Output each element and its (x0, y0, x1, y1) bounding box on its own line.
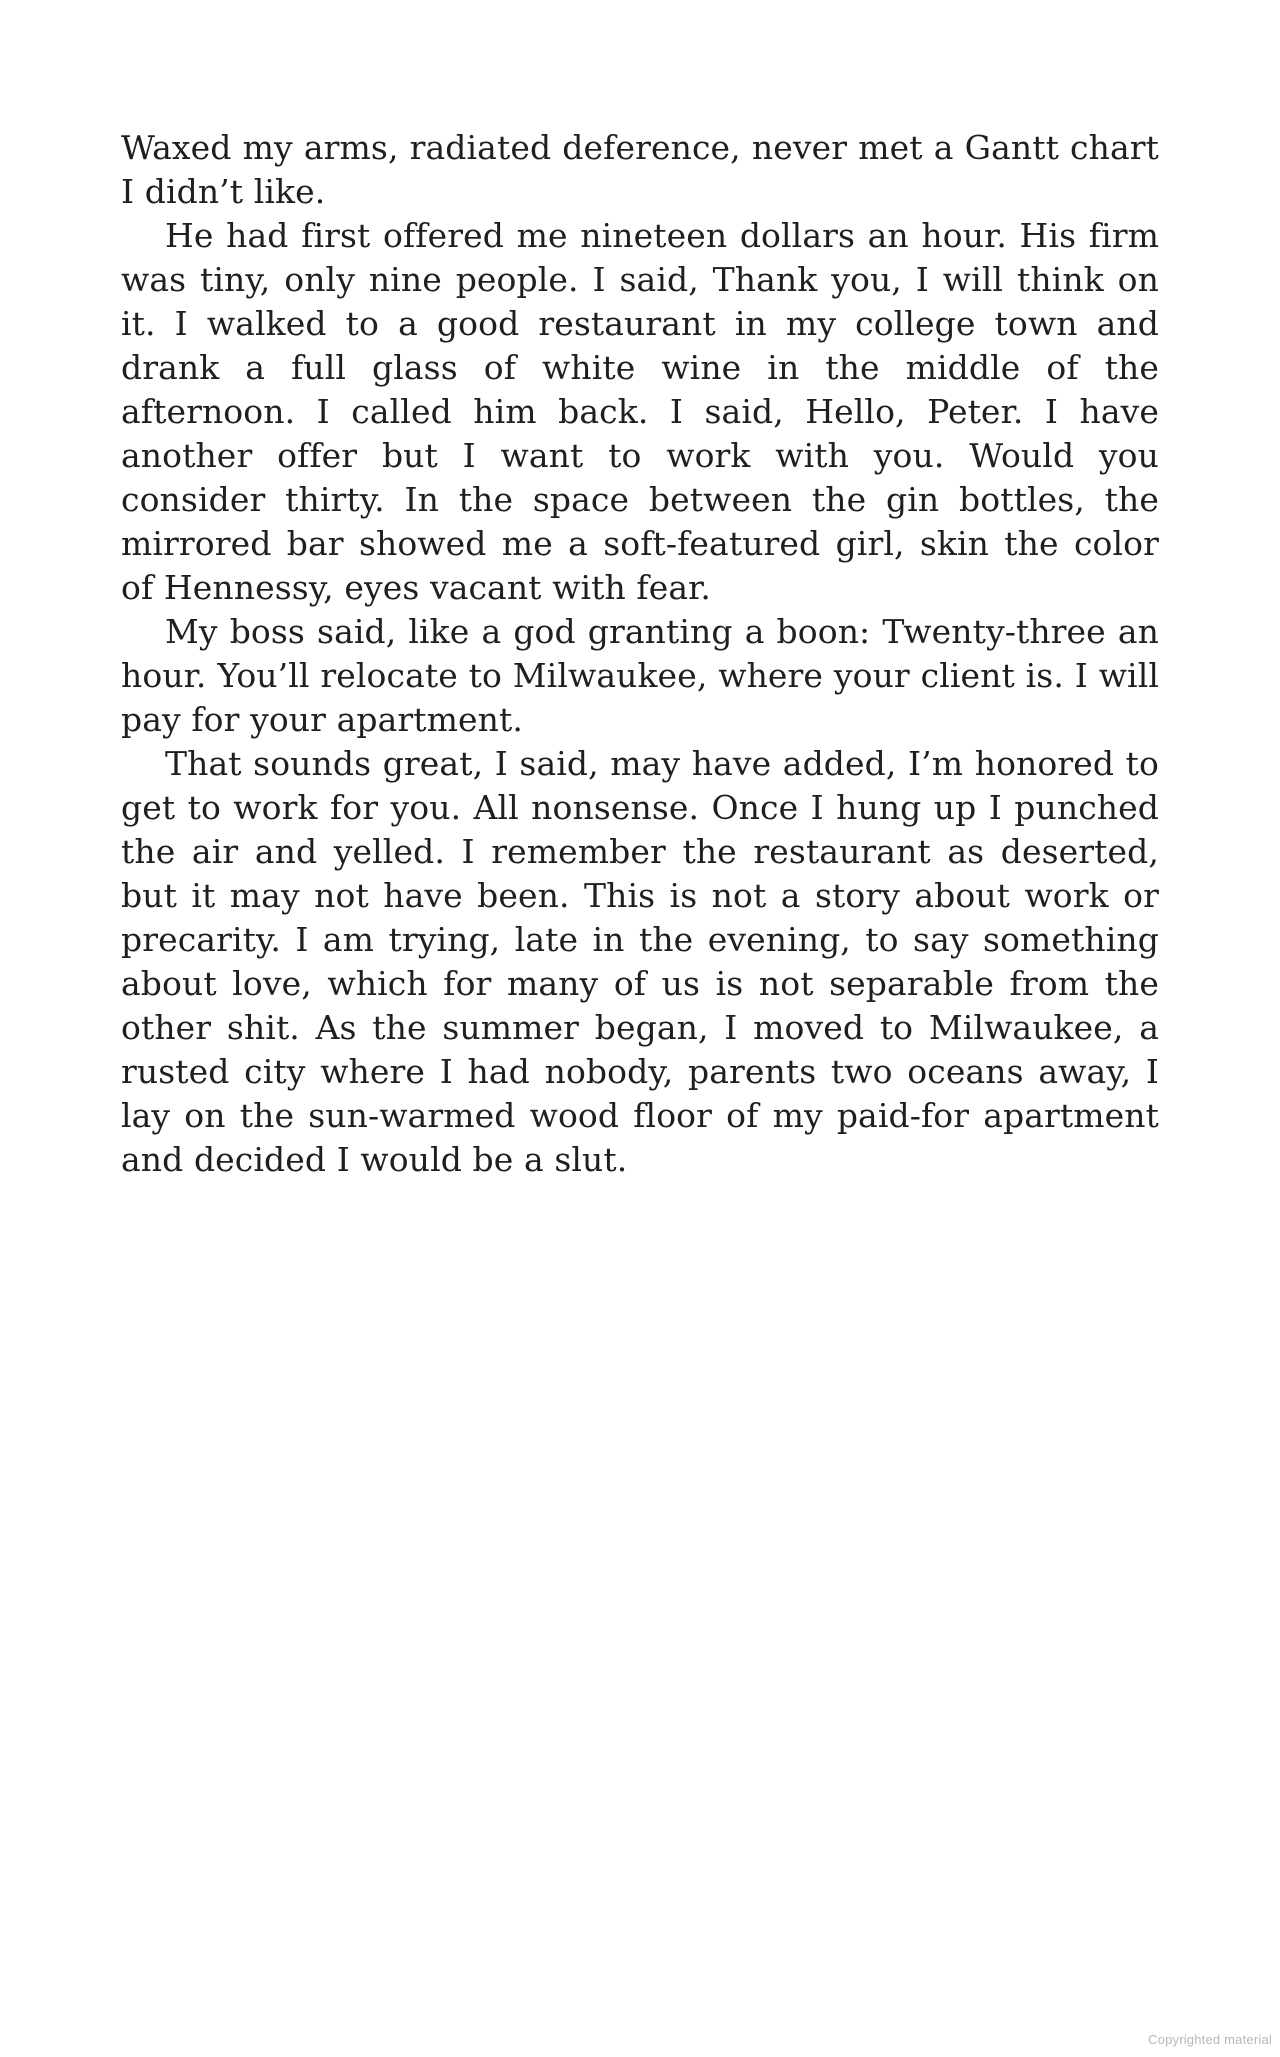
paragraph-continuation: Waxed my arms, radiated deference, never met a Gantt chart I didn’t like. (121, 128, 1159, 211)
paragraph-job-offer: He had first offered me nineteen dollars an hour. His firm was tiny, only nine people. I said, Thank you, I will think on it. I walked to a good restaurant in my college town and drank a full glass of white wine in the middle of the afternoon. I called him back. I said, Hello, Peter. I have another offer but I want to work with you. Would you consider thirty. In the space between the gin bottles, the mirrored bar showed me a soft-featured girl, skin the color of Hennessy, eyes vacant with fear. (121, 216, 1159, 607)
body-text (121, 126, 1159, 1182)
paragraph-boss-reply: My boss said, like a god granting a boon: Twenty-three an hour. You’ll relocate to Milwaukee, where your client is. I will pay for your apartment. (121, 612, 1159, 739)
copyright-watermark: Copyrighted material (1148, 2032, 1272, 2047)
paragraph-move-to-milwaukee: That sounds great, I said, may have added, I’m honored to get to work for you. All nonsense. Once I hung up I punched the air and yelled. I remember the restaurant as deserted, but it may not have been. This is not a story about work or precarity. I am trying, late in the evening, to say something about love, which for many of us is not separable from the other shit. As the summer began, I moved to Milwaukee, a rusted city where I had nobody, parents two oceans away, I lay on the sun-warmed wood floor of my paid-for apartment and decided I would be a slut. (121, 744, 1159, 1179)
